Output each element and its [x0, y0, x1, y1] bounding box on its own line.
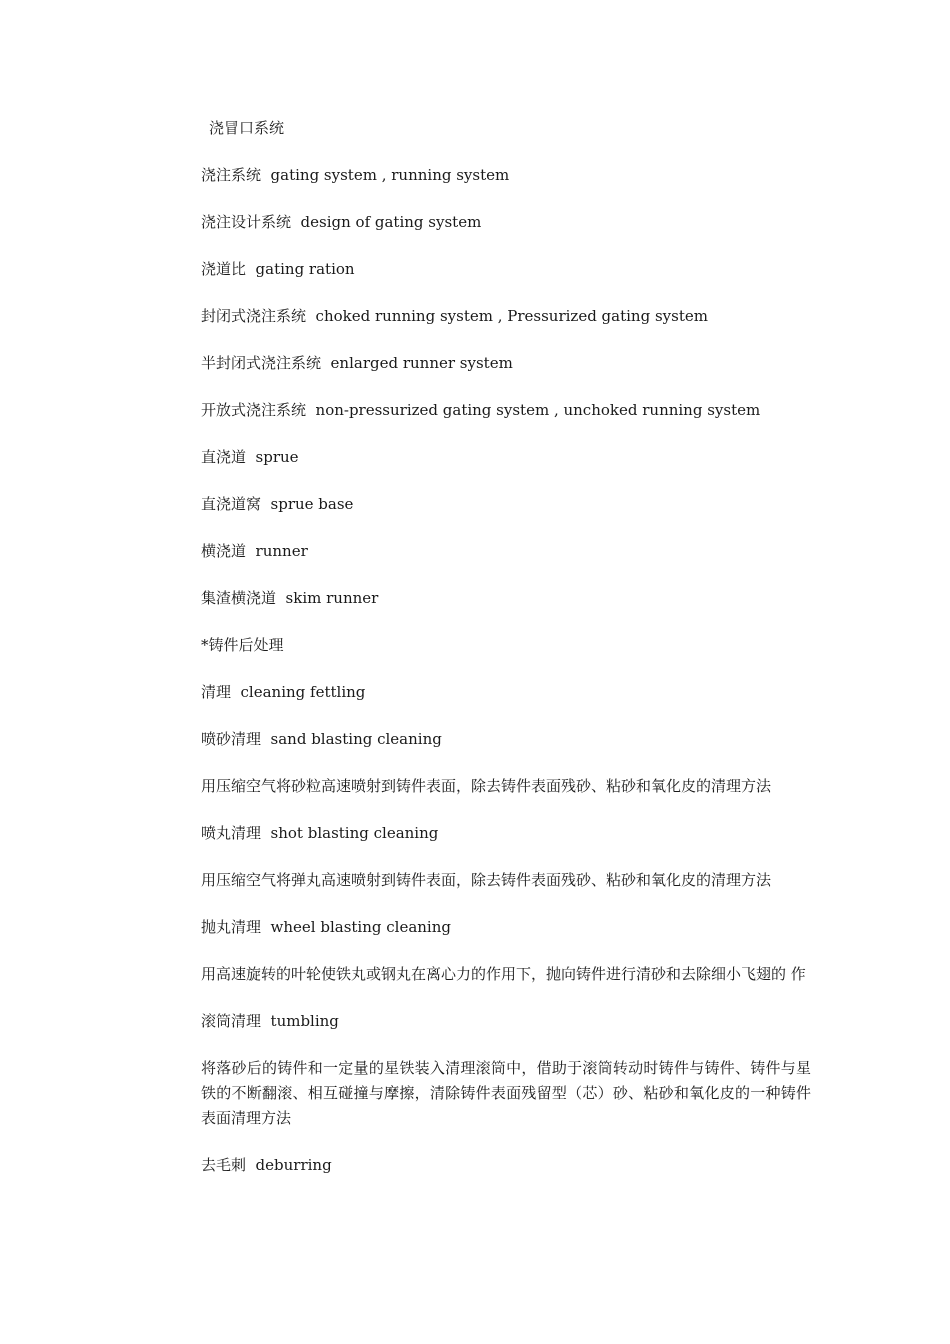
glossary-term: 开放式浇注系统 non-pressurized gating system , unchoked running system [201, 401, 761, 419]
glossary-term: 浇道比 gating ration [201, 260, 355, 278]
glossary-term: 封闭式浇注系统 choked running system , Pressurized gating system [201, 307, 708, 325]
glossary-term: 滚筒清理 tumbling [201, 1012, 339, 1030]
glossary-term: 直浇道 sprue [201, 448, 299, 466]
glossary-term: 喷砂清理 sand blasting cleaning [201, 730, 442, 748]
glossary-term: 抛丸清理 wheel blasting cleaning [201, 918, 451, 936]
glossary-term: 去毛刺 deburring [201, 1156, 332, 1174]
term-definition: 用高速旋转的叶轮使铁丸或钢丸在离心力的作用下，抛向铸件进行清砂和去除细小飞翅的 作 [201, 965, 806, 983]
glossary-term: 横浇道 runner [201, 542, 308, 560]
section-heading: 浇冒口系统 [209, 119, 285, 137]
term-definition: 将落砂后的铸件和一定量的星铁装入清理滚筒中，借助于滚筒转动时铸件与铸件、铸件与星铁的不断翻滚、相互碰撞与摩擦，清除铸件表面残留型（芯）砂、粘砂和氧化皮的一种铸件表面清理方法 [201, 1059, 811, 1127]
glossary-term: 半封闭式浇注系统 enlarged runner system [201, 354, 513, 372]
section-heading: *铸件后处理 [201, 636, 284, 654]
glossary-term: 喷丸清理 shot blasting cleaning [201, 824, 439, 842]
glossary-term: 集渣横浇道 skim runner [201, 589, 379, 607]
glossary-term: 清理 cleaning fettling [201, 683, 366, 701]
glossary-term: 浇注设计系统 design of gating system [201, 213, 482, 231]
glossary-term: 直浇道窝 sprue base [201, 495, 354, 513]
term-definition: 用压缩空气将砂粒高速喷射到铸件表面，除去铸件表面残砂、粘砂和氧化皮的清理方法 [201, 777, 772, 795]
term-definition: 用压缩空气将弹丸高速喷射到铸件表面，除去铸件表面残砂、粘砂和氧化皮的清理方法 [201, 871, 772, 889]
glossary-term: 浇注系统 gating system , running system [201, 166, 510, 184]
document-body [201, 116, 811, 1200]
